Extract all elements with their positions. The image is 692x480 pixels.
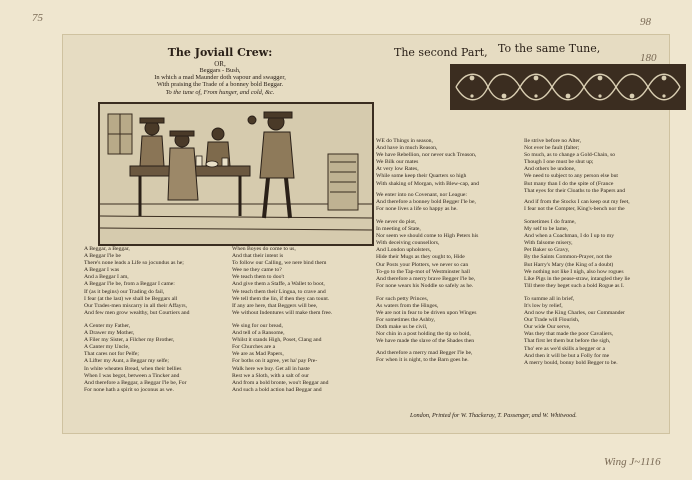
left-page: [62, 34, 362, 434]
verse-line: A Beggar I'le be, from a Beggar I came:: [84, 281, 175, 288]
right-column-2: [524, 138, 668, 398]
verse-line: And that their intent is: [232, 253, 284, 260]
verse-line: For none wears his Noddle so safely as he.: [376, 282, 474, 289]
verse-line: So much, as to change a Gold-Chain, so: [524, 152, 616, 159]
verse-line: We enter into no Covenant, nor League:: [376, 191, 467, 198]
verse-line: While some keep their Quarters so high: [376, 173, 467, 180]
second-part-tune: To the same Tune,: [498, 42, 601, 55]
verse-line: Ile strive before no Alter,: [524, 138, 582, 144]
verse-line: And therefore a Beggar, a Beggar I'le be, For: [84, 379, 187, 386]
verse-line: Pet Baker so Gravy,: [524, 247, 570, 254]
verse-line: But many than I do the spite of (France: [524, 180, 614, 187]
verse-line: We never do plot,: [376, 218, 417, 225]
verse-line: And therefore a bonney bold Begger I'le be,: [376, 198, 476, 205]
verse-line: We tell them the lin, if then they can tount.: [232, 295, 330, 302]
left-column-1: [84, 246, 232, 426]
verse-line: If (as it begins) our Trading do fail,: [84, 288, 165, 295]
verse-line: We Bilk our mates: [376, 159, 419, 166]
verse-line: And London upholsters,: [376, 247, 432, 254]
archive-mark-top-right: 98: [640, 16, 651, 28]
verse-line: Sometimes I do frame,: [524, 218, 576, 225]
verse-line: Though I one must be shut up;: [524, 159, 594, 166]
verse-line: For none lives a life so happy as he.: [376, 205, 458, 212]
verse-line: We are as Mad Papers,: [232, 351, 284, 358]
verse-line: And others be undone,: [524, 166, 576, 173]
verse-line: And a Beggar I am,: [84, 274, 129, 281]
verse-line: Rest we a Sloth, with a salt of our: [232, 372, 309, 379]
verse-line: And now the King Charles, our Commander: [524, 310, 625, 317]
verse-line: Like Pigs in the pease-straw, intangled they lie: [524, 275, 631, 282]
verse-line: We without Indentures will make them free.: [232, 309, 333, 316]
verse-line: If any are here, that Beggers will bee,: [232, 302, 318, 309]
verse-line: WE do Things in season,: [376, 138, 433, 144]
verse-line: As waters from the Hinges,: [376, 302, 439, 309]
verse-line: For Churches are a: [232, 344, 276, 351]
verse-line: And few men grow wealthy, but Courtiers and: [84, 309, 190, 316]
subtitle-line-2: In which a mad Maunder doth vapour and swagger,: [154, 74, 286, 81]
verse-line: To follow our Calling, we nere bind them: [232, 260, 327, 267]
second-part-title: The second Part,: [394, 46, 488, 59]
archive-mark-bottom-right: Wing J~1116: [604, 456, 661, 468]
printer-imprint: London, Printed for W. Thackeray, T. Passenger, and W. Whitwood.: [410, 412, 577, 419]
verse-line: We teach them their Lingua, to crave and: [232, 288, 326, 295]
verse-line: A Center my Father,: [84, 322, 131, 329]
archive-mark-page-number: 180: [640, 52, 657, 64]
subtitle-line-4: To the tune of, From hunger, and cold, &c.: [165, 89, 275, 96]
verse-line: In meeting of State,: [376, 226, 421, 233]
verse-line: I fear not the Compter, King's-bench nor the: [524, 205, 625, 212]
verse-line: And from a bold bronte, wou't Beggar and: [232, 379, 329, 386]
verse-line: My self to be lame,: [524, 226, 569, 233]
broadside-sheet: [62, 34, 670, 434]
verse-line: Not ever be fault (falter;: [524, 145, 580, 152]
archive-mark-top-left: 75: [32, 12, 43, 24]
verse-line: And then it will be but a Folly for me: [524, 352, 610, 359]
verse-line: Whilst it stands High, Poset, Clang and: [232, 337, 322, 344]
verse-line: By the Saints Common-Prayer, not the: [524, 254, 612, 261]
woodcut-illustration: [98, 102, 374, 246]
ballad-title: The Joviall Crew:: [167, 46, 273, 59]
verse-line: We nothing not like I nigh, also how rogues: [524, 268, 624, 275]
verse-line: Nor chin in a post holding the tip so bold,: [376, 331, 471, 338]
verse-line: I fear (at the last) we shall be Beggars all: [84, 295, 178, 302]
verse-line: And if from the Stocks I can keep out my feet,: [524, 198, 630, 205]
verse-line: For sometimes the Ashby,: [376, 317, 436, 324]
verse-line: Our Posts your Plotters, we never so can: [376, 261, 469, 268]
verse-line: To summe all in brief,: [524, 295, 575, 302]
verse-line: Tho' ere as we'd skills a begger or a: [524, 345, 606, 352]
verse-line: And give them a Staffe, a Wallet to boot,: [232, 281, 325, 288]
verse-line: And therefore a merry brave Begger I'le be,: [376, 275, 476, 282]
verse-line: We sing for our bread,: [232, 322, 283, 329]
verse-line: We teach them to doo't: [232, 274, 285, 281]
verse-line: A Lifter my Aunt, a Beggar my selfe;: [84, 358, 169, 365]
verse-line: With deceiving counsellors,: [376, 240, 440, 247]
verse-line: With shaking of Morgan, with Blew-cap, and: [376, 180, 479, 187]
verse-line: When Boyes do come to us,: [232, 246, 296, 252]
verse-line: We have made the slave of the Shades then: [376, 338, 475, 345]
ornamental-border: [450, 64, 686, 110]
verse-line: Walk here we buy. Get all in haste: [232, 365, 310, 372]
verse-line: And such a bold action had Beggar and: [232, 386, 322, 393]
verse-line: Nor seem we should come to High Peters his: [376, 233, 479, 240]
verse-line: We are not in fear to be driven upon Winges: [376, 310, 477, 317]
subtitle-line-3: With praising the Trade of a bonney bold Beggar.: [156, 81, 284, 88]
verse-line: Hide their Mugs as they ought to, Hide: [376, 254, 465, 261]
verse-line: A Beggar I was: [84, 267, 120, 274]
verse-line: In white wheaten Bread, when their bellies: [84, 365, 182, 372]
verse-line: With falsome misery,: [524, 240, 573, 247]
ballad-or-line: OR,: [214, 60, 226, 68]
verse-line: To-go to the Tap-mot of Westminster hall: [376, 268, 470, 275]
right-page: [370, 34, 670, 434]
verse-line: At very low Rates,: [376, 166, 419, 173]
verse-line: Our Trade will Flourish,: [524, 317, 580, 324]
left-column-2: [232, 246, 368, 426]
verse-line: That cares not for Pelfe;: [84, 351, 139, 358]
verse-line: A merry bould, bonny bold Begger to be.: [524, 359, 618, 366]
verse-line: Our wide Our serve,: [524, 324, 571, 331]
verse-line: Wee ne they came to?: [232, 267, 282, 274]
verse-line: It's low by relief,: [524, 302, 563, 309]
verse-line: For when it is night, to the Barn goes he.: [376, 356, 469, 363]
verse-line: Our Trades-men miscarry in all their Affayrs,: [84, 302, 188, 309]
verse-line: Till there they beget such a bold Rogue as I.: [524, 282, 625, 289]
verse-line: And have in much Reason,: [376, 145, 438, 152]
verse-line: A Filer my Sister, a Filcher my Brother,: [84, 337, 175, 344]
verse-line: A Beggar I'le be: [84, 253, 121, 260]
verse-line: We have Rebellion, nor never such Treason,: [376, 152, 477, 159]
verse-line: But Harry's Mary (the King of a doubt): [524, 261, 614, 268]
verse-line: Doth make us be civil,: [376, 324, 428, 331]
right-column-1: [376, 138, 522, 398]
verse-line: And tell of a Ransome,: [232, 330, 285, 337]
verse-line: A Canter my Uncle,: [84, 344, 130, 351]
verse-line: And therefore a merry mad Begger I'le be,: [376, 349, 473, 356]
verse-line: We need to subject to any person else but: [524, 173, 618, 180]
verse-line: That eyes for their Cloaths to the Papers and: [524, 187, 626, 194]
verse-line: For none hath a spirit so joconus as we.: [84, 386, 174, 393]
verse-line: There's none leads a Life so jocundus as he;: [84, 260, 184, 267]
verse-line: When I was begot, between a Tincker and: [84, 372, 180, 379]
verse-line: And when a Coachman, I do I up to my: [524, 233, 615, 240]
verse-line: For such petty Princes,: [376, 295, 429, 302]
verse-line: Was they that made the poor Cavaliers,: [524, 331, 614, 338]
verse-line: A Drawer my Mother,: [84, 330, 135, 337]
verse-line: For boths on it agree, yet ha' pay Pre-: [232, 358, 318, 365]
verse-line: A Beggar, a Beggar,: [84, 246, 130, 252]
subtitle-line-1: Beggars - Bush,: [199, 67, 241, 74]
verse-line: That first let them but before the sigh,: [524, 338, 611, 345]
